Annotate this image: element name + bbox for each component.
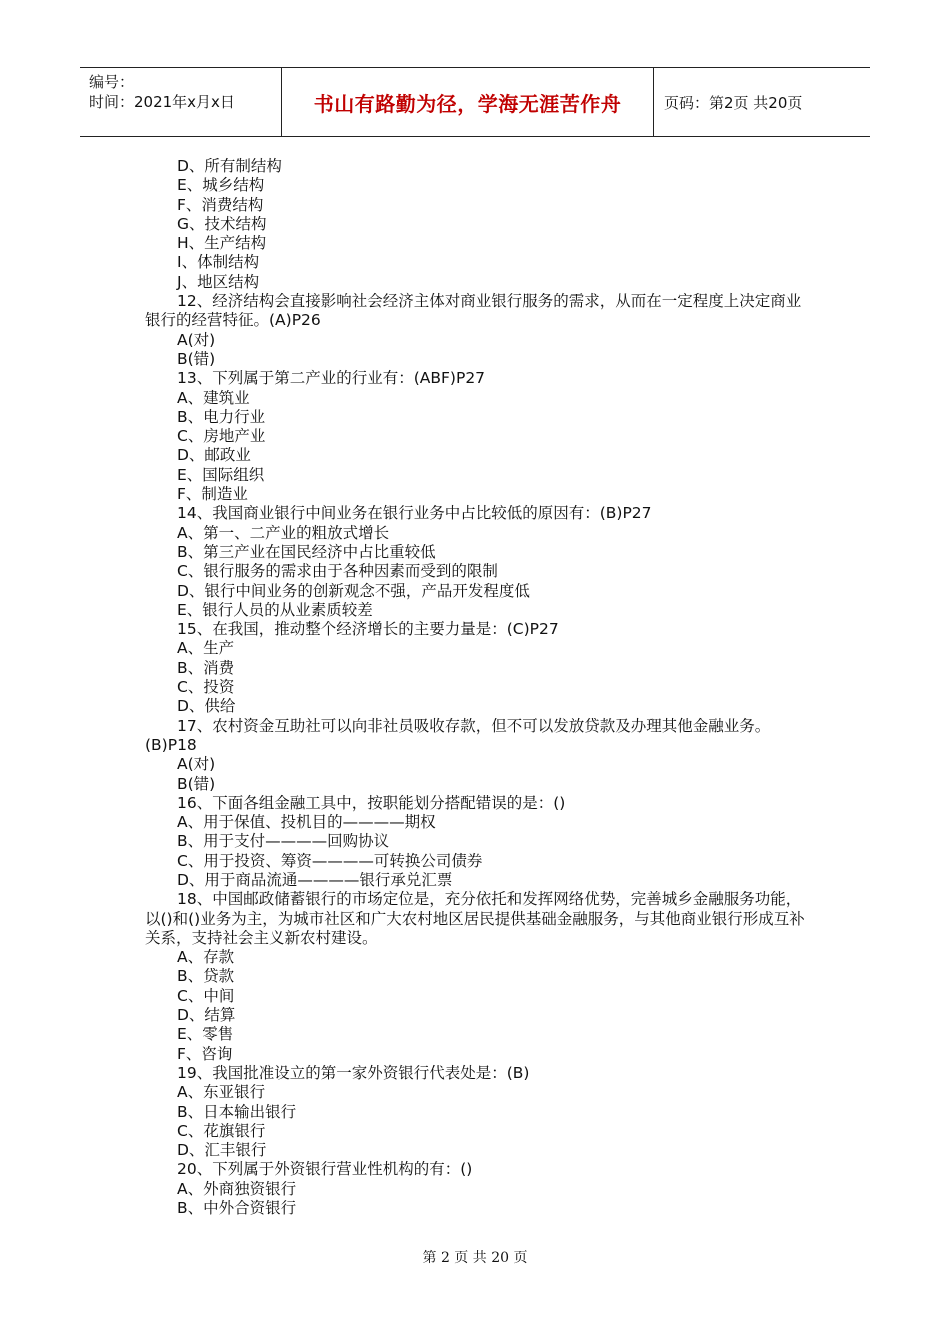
text-line: D、供给 [177, 697, 236, 716]
text-line: D、结算 [177, 1006, 236, 1025]
text-line: 19、我国批准设立的第一家外资银行代表处是：(B) [177, 1063, 530, 1082]
page-header [80, 67, 870, 137]
text-line: B、电力行业 [177, 407, 266, 426]
text-line: B(错) [177, 349, 216, 368]
text-line: H、生产结构 [177, 234, 267, 253]
text-line: C、用于投资、筹资————可转换公司债券 [177, 851, 483, 870]
text-line: A、第一、二产业的粗放式增长 [177, 523, 390, 542]
text-line: D、邮政业 [177, 446, 251, 465]
text-line: 13、下列属于第二产业的行业有：(ABF)P27 [177, 369, 486, 388]
text-line: D、所有制结构 [177, 157, 282, 175]
text-line: C、房地产业 [177, 427, 266, 446]
text-line: 20、下列属于外资银行营业性机构的有：() [177, 1160, 473, 1179]
text-line: D、银行中间业务的创新观念不强，产品开发程度低 [177, 581, 530, 600]
document-body [145, 157, 815, 1218]
text-line: C、花旗银行 [177, 1121, 266, 1140]
text-line: B、贷款 [177, 967, 235, 986]
text-line: B、用于支付————回购协议 [177, 832, 390, 851]
header-motto: 书山有路勤为径，学海无涯苦作舟 [281, 68, 654, 136]
text-line: 18、中国邮政储蓄银行的市场定位是，充分依托和发挥网络优势，完善城乡金融服务功能，以()和()业务为主，为城市社区和广大农村地区居民提供基础金融服务，与其他商业银行形成互补关系，支持社会主义新农村建设。 [145, 890, 805, 947]
text-line: D、用于商品流通————银行承兑汇票 [177, 870, 453, 889]
text-line: B、日本输出银行 [177, 1102, 297, 1121]
text-line: B、消费 [177, 658, 235, 677]
text-line: E、城乡结构 [177, 176, 265, 195]
text-line: E、国际组织 [177, 465, 265, 484]
text-line: B(错) [177, 774, 216, 793]
text-line: A、外商独资银行 [177, 1179, 297, 1198]
text-line: 14、我国商业银行中间业务在银行业务中占比较低的原因有：(B)P27 [177, 504, 652, 523]
text-line: I、体制结构 [177, 253, 260, 272]
text-line: F、制造业 [177, 485, 248, 504]
text-line: F、咨询 [177, 1044, 233, 1063]
header-page-info: 页码：第2页 共20页 [664, 93, 803, 112]
text-line: 16、下面各组金融工具中，按职能划分搭配错误的是：() [177, 793, 566, 812]
text-line: B、第三产业在国民经济中占比重较低 [177, 542, 436, 561]
header-meta [80, 68, 281, 136]
text-line: A、东亚银行 [177, 1083, 266, 1102]
text-line: B、中外合资银行 [177, 1199, 297, 1218]
text-line: A(对) [177, 755, 216, 774]
text-line: 12、经济结构会直接影响社会经济主体对商业银行服务的需求，从而在一定程度上决定商业银行的经营特征。(A)P26 [145, 292, 802, 330]
text-line: D、汇丰银行 [177, 1141, 267, 1160]
text-line: E、零售 [177, 1025, 234, 1044]
text-line: A(对) [177, 330, 216, 349]
text-line: 15、在我国，推动整个经济增长的主要力量是：(C)P27 [177, 620, 559, 639]
text-line: J、地区结构 [177, 272, 260, 291]
text-line: C、中间 [177, 986, 235, 1005]
text-line: A、建筑业 [177, 388, 250, 407]
text-line: A、用于保值、投机目的————期权 [177, 813, 436, 832]
document-date: 时间：2021年x月x日 [89, 93, 235, 111]
text-line: 17、农村资金互助社可以向非社员吸收存款，但不可以发放贷款及办理其他金融业务。(B)P18 [145, 716, 771, 754]
page-footer: 第 2 页 共 20 页 [422, 1250, 528, 1266]
document-number-label: 编号： [89, 73, 135, 91]
text-line: C、银行服务的需求由于各种因素而受到的限制 [177, 562, 498, 581]
text-line: G、技术结构 [177, 214, 267, 233]
text-line: F、消费结构 [177, 195, 264, 214]
text-line: A、生产 [177, 639, 235, 658]
text-line: E、银行人员的从业素质较差 [177, 600, 373, 619]
text-line: C、投资 [177, 678, 235, 697]
text-line: A、存款 [177, 948, 235, 967]
